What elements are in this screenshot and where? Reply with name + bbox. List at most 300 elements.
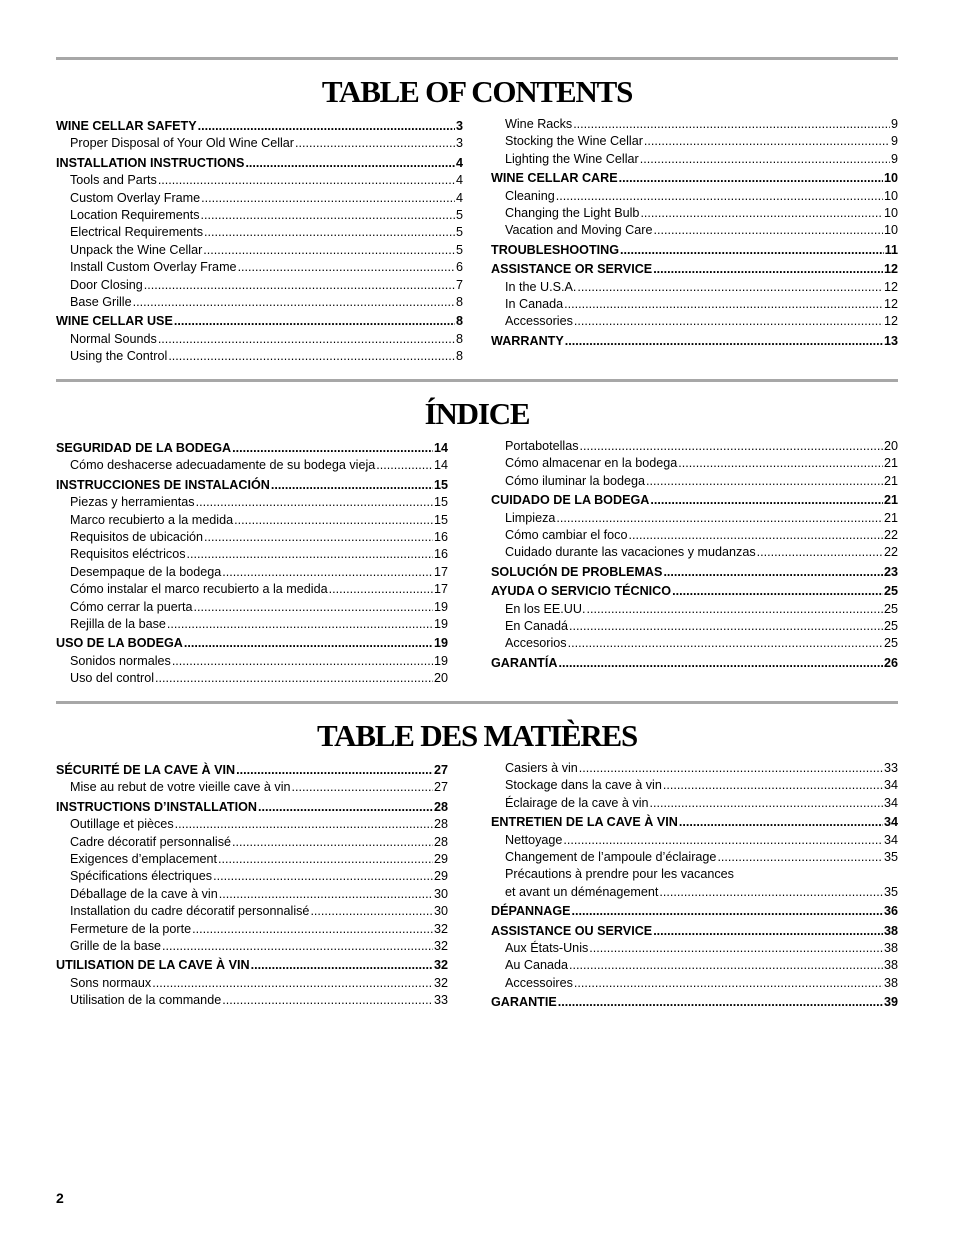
dot-leader <box>158 172 455 189</box>
toc-left-column <box>56 438 448 688</box>
toc-subentry[interactable] <box>56 975 448 992</box>
toc-subentry[interactable] <box>491 975 898 992</box>
dot-leader <box>572 903 883 920</box>
toc-subentry[interactable] <box>56 921 448 938</box>
toc-page-number: 23 <box>883 564 898 579</box>
toc-subentry[interactable] <box>491 116 898 133</box>
toc-entry-label: Tools and Parts <box>70 173 157 188</box>
toc-entry-label: En Canadá <box>505 619 569 634</box>
dot-leader <box>201 207 455 224</box>
dot-leader <box>679 814 883 831</box>
toc-entry-label: Sons normaux <box>70 975 152 990</box>
toc-page-number: 35 <box>883 850 898 865</box>
toc-page-number: 15 <box>433 477 448 492</box>
dot-leader <box>757 544 883 561</box>
toc-page-number: 38 <box>883 941 898 956</box>
toc-subentry[interactable] <box>491 188 898 205</box>
section-divider <box>56 701 898 704</box>
dot-leader <box>271 477 433 494</box>
toc-subentry[interactable] <box>491 133 898 150</box>
toc-subentry[interactable] <box>56 670 448 687</box>
toc-entry-label: Fermeture de la porte <box>70 921 192 936</box>
toc-entry-label: In Canada <box>505 297 564 312</box>
toc-entry-label: Uso del control <box>70 671 154 686</box>
toc-chapter-entry[interactable] <box>491 492 898 509</box>
toc-entry-label: USO DE LA BODEGA <box>56 636 183 651</box>
toc-subentry[interactable] <box>491 940 898 957</box>
toc-entry-label: WINE CELLAR USE <box>56 314 173 329</box>
toc-page-number: 25 <box>883 619 898 634</box>
toc-page-number: 34 <box>883 815 898 830</box>
toc-page-number: 33 <box>433 993 448 1008</box>
toc-page-number: 13 <box>883 333 898 348</box>
dot-leader <box>184 635 433 652</box>
dot-leader <box>234 512 433 529</box>
toc-page-number: 14 <box>433 458 448 473</box>
dot-leader <box>619 170 883 187</box>
toc-chapter-entry[interactable] <box>491 903 898 920</box>
toc-entry-label: Lighting the Wine Cellar <box>505 151 639 166</box>
dot-leader <box>201 190 455 207</box>
toc-columns <box>56 760 898 1010</box>
toc-subentry[interactable] <box>491 279 898 296</box>
toc-entry-label: Proper Disposal of Your Old Wine Cellar <box>70 136 294 151</box>
dot-leader <box>646 473 883 490</box>
toc-chapter-entry[interactable] <box>56 440 448 457</box>
toc-chapter-entry[interactable] <box>491 655 898 672</box>
toc-subentry[interactable] <box>491 205 898 222</box>
toc-entry-label: SÉCURITÉ DE LA CAVE À VIN <box>56 763 236 777</box>
toc-subentry[interactable] <box>56 207 463 224</box>
toc-page-number: 9 <box>890 117 898 131</box>
toc-entry-label: WINE CELLAR SAFETY <box>56 119 197 133</box>
toc-page-number: 4 <box>455 173 463 188</box>
toc-page-number: 19 <box>433 599 448 614</box>
dot-leader <box>577 279 883 296</box>
toc-subentry[interactable] <box>56 135 463 152</box>
toc-page-number: 16 <box>433 547 448 562</box>
dot-leader <box>174 313 455 330</box>
toc-entry-label: Cómo almacenar en la bodega <box>505 456 678 471</box>
dot-leader <box>213 868 433 885</box>
toc-chapter-entry[interactable] <box>491 814 898 831</box>
dot-leader <box>222 564 433 581</box>
dot-leader <box>678 455 883 472</box>
toc-entry-label: Cómo instalar el marco recubierto a la medida <box>70 582 328 597</box>
toc-subentry[interactable] <box>56 494 448 511</box>
toc-subentry[interactable] <box>56 581 448 598</box>
toc-chapter-entry[interactable] <box>56 762 448 779</box>
toc-entry-label: Exigences d’emplacement <box>70 852 218 867</box>
toc-subentry[interactable] <box>56 903 448 920</box>
toc-entry-label: Portabotellas <box>505 439 579 453</box>
toc-entry-label: Normal Sounds <box>70 331 157 346</box>
dot-leader <box>650 492 883 509</box>
toc-subentry[interactable] <box>491 777 898 794</box>
toc-entry-label: INSTALLATION INSTRUCTIONS <box>56 155 245 170</box>
toc-entry-label: TROUBLESHOOTING <box>491 242 620 257</box>
toc-subentry[interactable] <box>491 473 898 490</box>
dot-leader <box>580 438 883 455</box>
toc-page-number: 25 <box>883 601 898 616</box>
toc-entry-label: Outillage et pièces <box>70 817 174 832</box>
dot-leader <box>310 903 433 920</box>
toc-section-spanish <box>56 379 898 686</box>
toc-subentry[interactable] <box>56 938 448 955</box>
toc-entry-label: Sonidos normales <box>70 653 171 668</box>
dot-leader <box>238 259 455 276</box>
dot-leader <box>162 938 433 955</box>
toc-subentry[interactable] <box>56 564 448 581</box>
toc-subentry[interactable] <box>491 832 898 849</box>
toc-subentry[interactable] <box>491 795 898 812</box>
toc-left-column <box>56 116 463 366</box>
toc-page-number: 26 <box>883 655 898 670</box>
dot-leader <box>245 155 455 172</box>
toc-page-number: 38 <box>883 923 898 938</box>
toc-entry-label: Accesorios <box>505 636 567 651</box>
toc-page-number: 32 <box>433 958 448 973</box>
toc-columns <box>56 116 898 364</box>
toc-subentry[interactable] <box>491 438 898 455</box>
toc-entry-label: SOLUCIÓN DE PROBLEMAS <box>491 564 663 579</box>
toc-page-number: 35 <box>883 884 898 899</box>
toc-page-number: 10 <box>883 223 898 238</box>
dot-leader <box>133 294 455 311</box>
dot-leader <box>236 762 433 779</box>
toc-subentry[interactable] <box>491 884 898 901</box>
toc-subentry[interactable] <box>491 510 898 527</box>
dot-leader <box>187 546 433 563</box>
dot-leader <box>659 884 883 901</box>
toc-entry-label: Piezas y herramientas <box>70 495 195 510</box>
toc-entry-label: En los EE.UU. <box>505 601 586 616</box>
dot-leader <box>569 618 883 635</box>
toc-chapter-entry[interactable] <box>491 564 898 581</box>
toc-subentry[interactable] <box>491 760 898 777</box>
toc-page-number: 15 <box>433 512 448 527</box>
toc-entry-label: Cómo cerrar la puerta <box>70 599 193 614</box>
dot-leader <box>192 921 433 938</box>
toc-page-number: 39 <box>883 995 898 1010</box>
toc-page-number: 9 <box>890 151 898 166</box>
toc-subentry[interactable] <box>56 331 463 348</box>
toc-subentry[interactable] <box>491 455 898 472</box>
toc-entry-label: ASSISTANCE OU SERVICE <box>491 923 653 938</box>
dot-leader <box>573 116 890 133</box>
toc-page-number: 8 <box>455 331 463 346</box>
toc-entry-label: SEGURIDAD DE LA BODEGA <box>56 441 232 455</box>
toc-page-number: 22 <box>883 528 898 543</box>
toc-page-number: 21 <box>883 473 898 488</box>
dot-leader <box>663 777 883 794</box>
dot-leader <box>232 440 433 457</box>
toc-entry-label: Grille de la base <box>70 939 162 954</box>
toc-entry-label: GARANTIE <box>491 995 557 1010</box>
dot-leader <box>175 816 433 833</box>
dot-leader <box>232 834 433 851</box>
toc-subentry[interactable] <box>56 992 448 1009</box>
toc-page-number: 16 <box>433 530 448 545</box>
toc-section-english <box>56 57 898 364</box>
toc-chapter-entry[interactable] <box>56 118 463 135</box>
dot-leader <box>564 296 883 313</box>
toc-page-number: 34 <box>883 778 898 793</box>
toc-subentry[interactable] <box>491 849 898 866</box>
dot-leader <box>653 222 883 239</box>
toc-subentry[interactable] <box>56 224 463 241</box>
toc-entry-label: Cadre décoratif personnalisé <box>70 834 232 849</box>
toc-chapter-entry[interactable] <box>491 170 898 187</box>
toc-page-number: 21 <box>883 510 898 525</box>
toc-page-number: 28 <box>433 834 448 849</box>
toc-subentry[interactable] <box>56 259 463 276</box>
toc-entry-label: Unpack the Wine Cellar <box>70 242 203 257</box>
toc-subentry[interactable] <box>491 544 898 561</box>
toc-right-column <box>491 760 898 1012</box>
toc-page-number: 30 <box>433 886 448 901</box>
toc-entry-label: Electrical Requirements <box>70 225 203 240</box>
dot-leader <box>204 224 455 241</box>
toc-page-number: 34 <box>883 832 898 847</box>
dot-leader <box>558 655 883 672</box>
dot-leader <box>158 331 455 348</box>
toc-subentry[interactable] <box>56 886 448 903</box>
toc-subentry[interactable] <box>491 151 898 168</box>
toc-subentry[interactable] <box>56 834 448 851</box>
dot-leader <box>556 510 883 527</box>
toc-page-number: 14 <box>433 441 448 455</box>
toc-page-number: 32 <box>433 921 448 936</box>
toc-subentry[interactable] <box>491 957 898 974</box>
toc-subentry[interactable] <box>491 601 898 618</box>
toc-entry-label: Location Requirements <box>70 208 200 223</box>
toc-entry-label: UTILISATION DE LA CAVE À VIN <box>56 958 250 973</box>
toc-subentry[interactable] <box>56 294 463 311</box>
toc-page-number: 12 <box>883 314 898 329</box>
toc-page-number: 32 <box>433 975 448 990</box>
toc-chapter-entry[interactable] <box>491 923 898 940</box>
toc-page-number: 4 <box>455 190 463 205</box>
toc-right-column <box>491 116 898 350</box>
toc-page-number: 19 <box>433 617 448 632</box>
toc-entry-label: Cómo deshacerse adecuadamente de su bodega vieja <box>70 458 376 473</box>
toc-subentry[interactable] <box>56 512 448 529</box>
toc-section-french <box>56 701 898 1010</box>
toc-right-column <box>491 438 898 672</box>
toc-subentry[interactable] <box>491 635 898 652</box>
dot-leader <box>568 635 883 652</box>
toc-entry-label: Install Custom Overlay Frame <box>70 260 237 275</box>
toc-page-number: 5 <box>455 242 463 257</box>
page-number: 2 <box>56 1190 64 1206</box>
dot-leader <box>653 923 883 940</box>
toc-subentry[interactable] <box>56 190 463 207</box>
toc-page-number: 38 <box>883 975 898 990</box>
toc-entry-label: WINE CELLAR CARE <box>491 171 618 186</box>
toc-page-number: 21 <box>883 456 898 471</box>
toc-chapter-entry[interactable] <box>491 994 898 1011</box>
section-title: TABLE OF CONTENTS <box>321 74 633 109</box>
toc-subentry[interactable] <box>56 851 448 868</box>
toc-subentry[interactable] <box>56 172 463 189</box>
toc-subentry[interactable] <box>56 277 463 294</box>
toc-entry-label: Changement de l’ampoule d’éclairage <box>505 850 717 865</box>
dot-leader <box>650 795 883 812</box>
toc-page-number: 33 <box>883 761 898 775</box>
section-divider <box>56 57 898 60</box>
toc-page-number: 5 <box>455 208 463 223</box>
dot-leader <box>292 779 433 796</box>
toc-entry-label: Requisitos de ubicación <box>70 530 204 545</box>
toc-page-number: 20 <box>433 671 448 686</box>
toc-chapter-entry[interactable] <box>56 155 463 172</box>
toc-chapter-entry[interactable] <box>56 313 463 330</box>
toc-subentry[interactable] <box>56 616 448 633</box>
toc-page-number: 9 <box>890 134 898 149</box>
toc-subentry[interactable] <box>56 348 463 365</box>
toc-page-number: 38 <box>883 958 898 973</box>
toc-entry-label: Door Closing <box>70 277 143 292</box>
dot-leader <box>640 151 890 168</box>
toc-chapter-entry[interactable] <box>491 261 898 278</box>
toc-entry-label: DÉPANNAGE <box>491 904 571 919</box>
dot-leader <box>629 527 883 544</box>
dot-leader <box>168 348 455 365</box>
toc-page-number: 29 <box>433 869 448 884</box>
toc-entry-label: Casiers à vin <box>505 761 578 775</box>
toc-chapter-entry[interactable] <box>56 799 448 816</box>
dot-leader <box>329 581 433 598</box>
dot-leader <box>144 277 455 294</box>
toc-entry-label: Mise au rebut de votre vieille cave à vin <box>70 780 291 795</box>
toc-subentry[interactable] <box>56 868 448 885</box>
toc-columns <box>56 438 898 686</box>
toc-entry-label: Nettoyage <box>505 832 563 847</box>
toc-entry-label: Cuidado durante las vacaciones y mudanzas <box>505 545 756 560</box>
toc-page-number: 10 <box>883 206 898 221</box>
dot-leader <box>295 135 455 152</box>
section-title: TABLE DES MATIÈRES <box>316 718 638 753</box>
toc-entry-label: Using the Control <box>70 349 168 364</box>
toc-page-number: 20 <box>883 439 898 453</box>
toc-page-number: 8 <box>455 349 463 364</box>
toc-page-number: 22 <box>883 545 898 560</box>
toc-subentry[interactable] <box>491 222 898 239</box>
toc-page-number: 28 <box>433 799 448 814</box>
toc-subentry[interactable] <box>56 779 448 796</box>
toc-entry-label: Cleaning <box>505 188 555 203</box>
toc-entry-label: Changing the Light Bulb <box>505 206 640 221</box>
toc-chapter-entry[interactable] <box>491 583 898 600</box>
toc-chapter-entry[interactable] <box>56 477 448 494</box>
toc-entry-label: AYUDA O SERVICIO TÉCNICO <box>491 584 672 599</box>
toc-page-number: 8 <box>455 314 463 329</box>
toc-page-number: 25 <box>883 636 898 651</box>
dot-leader <box>251 957 433 974</box>
dot-leader <box>663 564 883 581</box>
toc-page-number: 21 <box>883 493 898 508</box>
toc-subentry[interactable] <box>491 313 898 330</box>
dot-leader <box>558 994 883 1011</box>
toc-page-number: 27 <box>433 780 448 795</box>
toc-chapter-entry[interactable] <box>491 242 898 259</box>
toc-subentry[interactable] <box>56 599 448 616</box>
dot-leader <box>376 457 433 474</box>
toc-entry-label: Déballage de la cave à vin <box>70 886 218 901</box>
dot-leader <box>653 261 883 278</box>
dot-leader <box>167 616 433 633</box>
toc-entry-label: Stocking the Wine Cellar <box>505 134 643 149</box>
dot-leader <box>717 849 883 866</box>
toc-entry-label: Desempaque de la bodega <box>70 564 222 579</box>
toc-page-number: 19 <box>433 636 448 651</box>
toc-entry-label: Base Grille <box>70 295 132 310</box>
toc-subentry[interactable] <box>56 546 448 563</box>
toc-subentry[interactable] <box>56 653 448 670</box>
dot-leader <box>574 975 883 992</box>
toc-page-number: 4 <box>455 155 463 170</box>
toc-entry-label: Éclairage de la cave à vin <box>505 795 649 810</box>
dot-leader <box>219 886 433 903</box>
toc-page-number: 36 <box>883 904 898 919</box>
toc-entry-label: et avant un déménagement <box>505 884 659 899</box>
toc-page-number: 12 <box>883 262 898 277</box>
toc-left-column <box>56 760 448 1010</box>
toc-entry-label: Cómo cambiar el foco <box>505 528 628 543</box>
toc-chapter-entry[interactable] <box>491 333 898 350</box>
toc-entry-label: Marco recubierto a la medida <box>70 512 234 527</box>
toc-entry-label: INSTRUCCIONES DE INSTALACIÓN <box>56 477 270 492</box>
toc-entry-label: GARANTÍA <box>491 655 558 670</box>
toc-entry-label: ASSISTANCE OR SERVICE <box>491 262 653 277</box>
dot-leader <box>222 992 433 1009</box>
dot-leader <box>152 975 433 992</box>
toc-page-number: 6 <box>455 260 463 275</box>
toc-entry-label: Aux États-Unis <box>505 941 589 956</box>
toc-page-number: 19 <box>433 653 448 668</box>
dot-leader <box>196 494 433 511</box>
dot-leader <box>579 760 883 777</box>
toc-subentry[interactable] <box>491 618 898 635</box>
toc-subentry[interactable] <box>56 529 448 546</box>
toc-chapter-entry[interactable] <box>56 957 448 974</box>
toc-entry-label: ENTRETIEN DE LA CAVE À VIN <box>491 815 678 830</box>
toc-entry-label: CUIDADO DE LA BODEGA <box>491 493 650 508</box>
toc-page-number: 29 <box>433 852 448 867</box>
toc-chapter-entry[interactable] <box>56 635 448 652</box>
toc-subentry[interactable] <box>56 816 448 833</box>
toc-entry-label: In the U.S.A. <box>505 279 577 294</box>
toc-subentry[interactable] <box>56 242 463 259</box>
toc-subentry[interactable] <box>56 457 448 474</box>
toc-entry-label: Utilisation de la commande <box>70 993 222 1008</box>
dot-leader <box>155 670 433 687</box>
dot-leader <box>644 133 890 150</box>
toc-page-number: 32 <box>433 939 448 954</box>
toc-entry-label: Limpieza <box>505 510 556 525</box>
toc-subentry[interactable] <box>491 296 898 313</box>
toc-page-number: 25 <box>883 584 898 599</box>
toc-subentry[interactable] <box>491 527 898 544</box>
dot-leader <box>563 832 883 849</box>
toc-page-number: 3 <box>455 136 463 151</box>
toc-page-number: 28 <box>433 817 448 832</box>
toc-page-number: 3 <box>455 119 463 133</box>
toc-page-number: 12 <box>883 279 898 294</box>
toc-entry-label: Custom Overlay Frame <box>70 190 201 205</box>
toc-page-number: 15 <box>433 495 448 510</box>
